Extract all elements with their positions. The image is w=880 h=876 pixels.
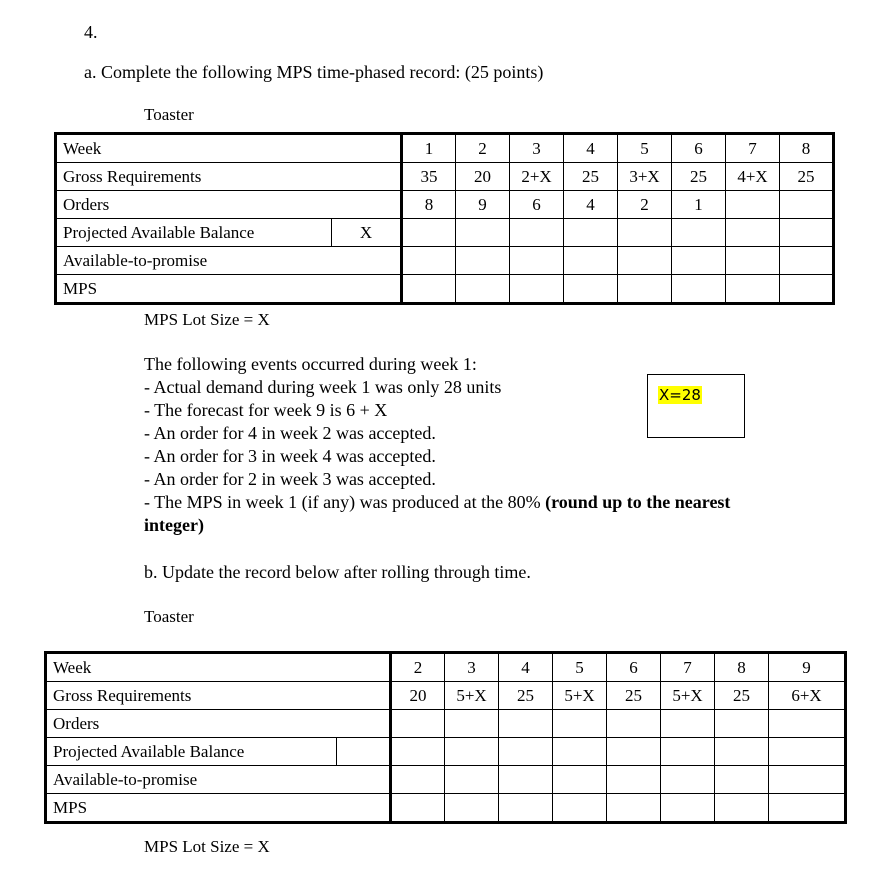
atp-cell[interactable]	[456, 247, 510, 275]
pab-cell[interactable]	[618, 219, 672, 247]
orders-cell[interactable]	[661, 710, 715, 738]
pab-cell[interactable]	[510, 219, 564, 247]
pab-cell[interactable]	[607, 738, 661, 766]
orders-cell[interactable]	[607, 710, 661, 738]
gross-requirement-cell: 20	[391, 682, 445, 710]
event-item-last-bold: (round up to the nearest	[545, 492, 731, 512]
pab-cell[interactable]	[456, 219, 510, 247]
row-label-orders: Orders	[46, 710, 391, 738]
table-b-row-atp	[46, 766, 846, 794]
atp-cell[interactable]	[402, 247, 456, 275]
question-number: 4.	[84, 22, 98, 42]
pab-cell[interactable]	[445, 738, 499, 766]
events-intro: The following events occurred during week 1:	[144, 354, 477, 374]
table-b-row-orders	[46, 710, 846, 738]
mps-cell[interactable]	[553, 794, 607, 823]
table-b-row-week	[46, 653, 846, 682]
week-cell: 1	[402, 134, 456, 163]
week-cell: 4	[499, 653, 553, 682]
week-cell: 5	[553, 653, 607, 682]
mps-cell[interactable]	[391, 794, 445, 823]
event-item: - An order for 2 in week 3 was accepted.	[144, 469, 436, 489]
atp-cell[interactable]	[672, 247, 726, 275]
pab-cell[interactable]	[769, 738, 846, 766]
gross-requirement-cell: 2+X	[510, 163, 564, 191]
pab-cell[interactable]	[499, 738, 553, 766]
table-a-row-mps	[56, 275, 834, 304]
atp-cell[interactable]	[769, 766, 846, 794]
event-item-last	[144, 491, 730, 513]
part-b-item-name: Toaster	[144, 607, 194, 626]
gross-requirement-cell: 3+X	[618, 163, 672, 191]
initial-balance-cell[interactable]	[337, 738, 391, 766]
orders-cell: 4	[564, 191, 618, 219]
week-cell: 4	[564, 134, 618, 163]
orders-cell: 9	[456, 191, 510, 219]
orders-cell: 1	[672, 191, 726, 219]
event-item: - An order for 3 in week 4 was accepted.	[144, 446, 436, 466]
mps-cell[interactable]	[445, 794, 499, 823]
gross-requirement-cell: 5+X	[445, 682, 499, 710]
atp-cell[interactable]	[499, 766, 553, 794]
mps-table-a	[54, 132, 835, 305]
row-label-available-to-promise: Available-to-promise	[46, 766, 391, 794]
row-label-available-to-promise: Available-to-promise	[56, 247, 402, 275]
orders-cell[interactable]	[499, 710, 553, 738]
pab-cell[interactable]	[780, 219, 834, 247]
atp-cell[interactable]	[553, 766, 607, 794]
part-b-heading: b. Update the record below after rolling through time.	[144, 562, 531, 582]
pab-cell[interactable]	[564, 219, 618, 247]
week-cell: 7	[661, 653, 715, 682]
atp-cell[interactable]	[715, 766, 769, 794]
orders-cell: 8	[402, 191, 456, 219]
week-cell: 3	[510, 134, 564, 163]
part-b-lot-size: MPS Lot Size = X	[144, 837, 270, 856]
table-b-row-mps	[46, 794, 846, 823]
orders-cell[interactable]	[445, 710, 499, 738]
week-cell: 8	[715, 653, 769, 682]
part-a-item-name: Toaster	[144, 105, 194, 124]
week-cell: 8	[780, 134, 834, 163]
gross-requirement-cell: 25	[780, 163, 834, 191]
mps-cell[interactable]	[661, 794, 715, 823]
table-b-row-pab	[46, 738, 846, 766]
event-item-last-continuation: integer)	[144, 515, 204, 535]
week-cell: 7	[726, 134, 780, 163]
atp-cell[interactable]	[607, 766, 661, 794]
row-label-week: Week	[56, 134, 402, 163]
gross-requirement-cell: 25	[564, 163, 618, 191]
row-label-gross-requirements: Gross Requirements	[46, 682, 391, 710]
row-label-orders: Orders	[56, 191, 402, 219]
gross-requirement-cell: 25	[672, 163, 726, 191]
atp-cell[interactable]	[445, 766, 499, 794]
pab-cell[interactable]	[553, 738, 607, 766]
row-label-projected-available-balance: Projected Available Balance	[46, 738, 337, 766]
table-b-row-gross	[46, 682, 846, 710]
mps-cell[interactable]	[780, 275, 834, 304]
mps-cell[interactable]	[769, 794, 846, 823]
orders-cell[interactable]	[769, 710, 846, 738]
part-a-lot-size: MPS Lot Size = X	[144, 310, 270, 329]
mps-cell[interactable]	[564, 275, 618, 304]
pab-cell[interactable]	[661, 738, 715, 766]
week-cell: 6	[672, 134, 726, 163]
mps-cell[interactable]	[510, 275, 564, 304]
part-a-heading: a. Complete the following MPS time-phased record: (25 points)	[84, 62, 544, 82]
gross-requirement-cell: 5+X	[553, 682, 607, 710]
gross-requirement-cell: 25	[715, 682, 769, 710]
table-a-row-week	[56, 134, 834, 163]
table-a-row-gross	[56, 163, 834, 191]
row-label-mps: MPS	[46, 794, 391, 823]
mps-cell[interactable]	[726, 275, 780, 304]
gross-requirement-cell: 5+X	[661, 682, 715, 710]
orders-cell	[726, 191, 780, 219]
mps-table-b	[44, 651, 847, 824]
atp-cell[interactable]	[564, 247, 618, 275]
orders-cell: 2	[618, 191, 672, 219]
initial-balance-cell: X	[332, 219, 402, 247]
orders-cell[interactable]	[553, 710, 607, 738]
event-item-last-prefix: - The MPS in week 1 (if any) was produced at the 80%	[144, 492, 546, 512]
pab-cell[interactable]	[391, 738, 445, 766]
orders-cell: 6	[510, 191, 564, 219]
event-item: - The forecast for week 9 is 6 + X	[144, 400, 388, 420]
pab-cell[interactable]	[672, 219, 726, 247]
week-cell: 9	[769, 653, 846, 682]
pab-cell[interactable]	[726, 219, 780, 247]
row-label-gross-requirements: Gross Requirements	[56, 163, 402, 191]
row-label-mps: MPS	[56, 275, 402, 304]
table-a-row-atp	[56, 247, 834, 275]
atp-cell[interactable]	[618, 247, 672, 275]
gross-requirement-cell: 25	[607, 682, 661, 710]
answer-note-text: X=28	[659, 386, 701, 404]
answer-note-box	[647, 374, 745, 438]
mps-cell[interactable]	[499, 794, 553, 823]
gross-requirement-cell: 4+X	[726, 163, 780, 191]
mps-cell[interactable]	[402, 275, 456, 304]
row-label-projected-available-balance: Projected Available Balance	[56, 219, 332, 247]
atp-cell[interactable]	[391, 766, 445, 794]
mps-cell[interactable]	[715, 794, 769, 823]
week-cell: 3	[445, 653, 499, 682]
week-cell: 2	[391, 653, 445, 682]
pab-cell[interactable]	[715, 738, 769, 766]
week-cell: 6	[607, 653, 661, 682]
pab-cell[interactable]	[402, 219, 456, 247]
atp-cell[interactable]	[661, 766, 715, 794]
orders-cell	[780, 191, 834, 219]
gross-requirement-cell: 25	[499, 682, 553, 710]
atp-cell[interactable]	[726, 247, 780, 275]
week-cell: 2	[456, 134, 510, 163]
gross-requirement-cell: 20	[456, 163, 510, 191]
week-cell: 5	[618, 134, 672, 163]
atp-cell[interactable]	[780, 247, 834, 275]
mps-cell[interactable]	[607, 794, 661, 823]
event-item: - Actual demand during week 1 was only 28 units	[144, 377, 502, 397]
table-a-row-pab	[56, 219, 834, 247]
mps-cell[interactable]	[456, 275, 510, 304]
orders-cell[interactable]	[391, 710, 445, 738]
orders-cell[interactable]	[715, 710, 769, 738]
atp-cell[interactable]	[510, 247, 564, 275]
gross-requirement-cell: 35	[402, 163, 456, 191]
mps-cell[interactable]	[672, 275, 726, 304]
mps-cell[interactable]	[618, 275, 672, 304]
gross-requirement-cell: 6+X	[769, 682, 846, 710]
event-item: - An order for 4 in week 2 was accepted.	[144, 423, 436, 443]
row-label-week: Week	[46, 653, 391, 682]
table-a-row-orders	[56, 191, 834, 219]
